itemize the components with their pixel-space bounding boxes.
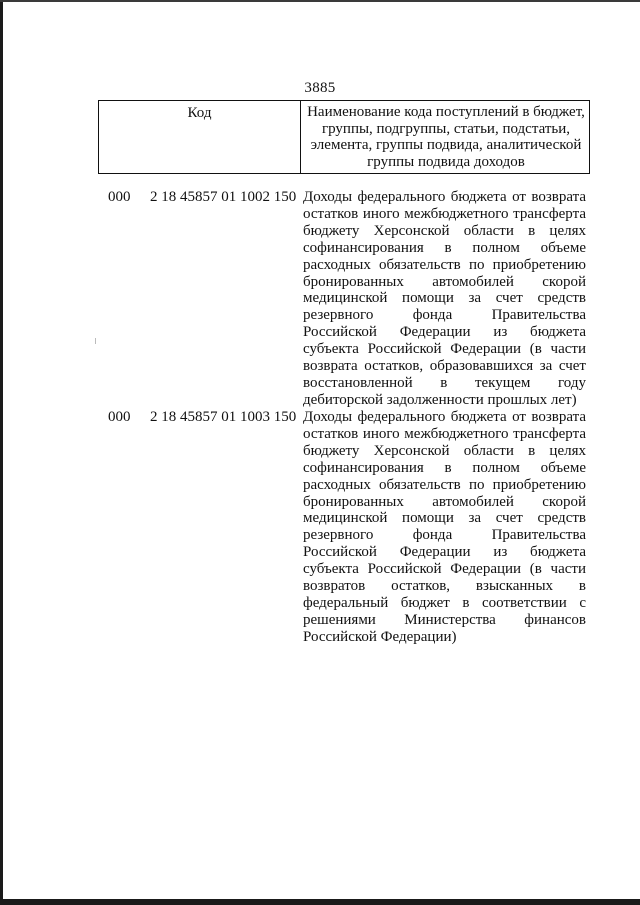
income-description: Доходы федерального бюджета от возврата остатков иного межбюджетного трансферта бюджету Херсонской области в целях софинансирования в полном объеме расходных обязательств по приобретению бронированных автомобилей скорой медицинской помощи за счет средств резервного фонда Правительства Российской Федерации из бюджета субъекта Российской Федерации (в части возвратов остатков, взысканных в федеральный бюджет в соответствии с решениями Министерства финансов Российской Федерации) xyxy=(303,409,586,645)
income-code: 2 18 45857 01 1003 150 xyxy=(150,409,297,425)
scan-border-top xyxy=(0,0,640,2)
scan-border-bottom xyxy=(0,899,640,905)
scan-margin-mark xyxy=(95,338,96,344)
admin-code: 000 xyxy=(108,409,131,425)
income-code: 2 18 45857 01 1002 150 xyxy=(150,189,297,205)
header-code-label: Код xyxy=(187,105,212,121)
scan-border-left xyxy=(0,0,3,905)
income-description: Доходы федерального бюджета от возврата остатков иного межбюджетного трансферта бюджету Херсонской области в целях софинансирования в полном объеме расходных обязательств по приобретению бронированных автомобилей скорой медицинской помощи за счет средств резервного фонда Правительства Российской Федерации из бюджета субъекта Российской Федерации (в части возврата остатков, образовавшихся за счет восстановленной в текущем году дебиторской задолженности прошлых лет) xyxy=(303,189,586,408)
page-number: 3885 xyxy=(304,80,336,96)
header-name-label: Наименование кода поступлений в бюджет, группы, подгруппы, статьи, подстатьи, элемента, группы подвида, аналитической группы подвида доходов xyxy=(307,104,585,170)
table-header xyxy=(98,100,590,174)
admin-code: 000 xyxy=(108,189,131,205)
